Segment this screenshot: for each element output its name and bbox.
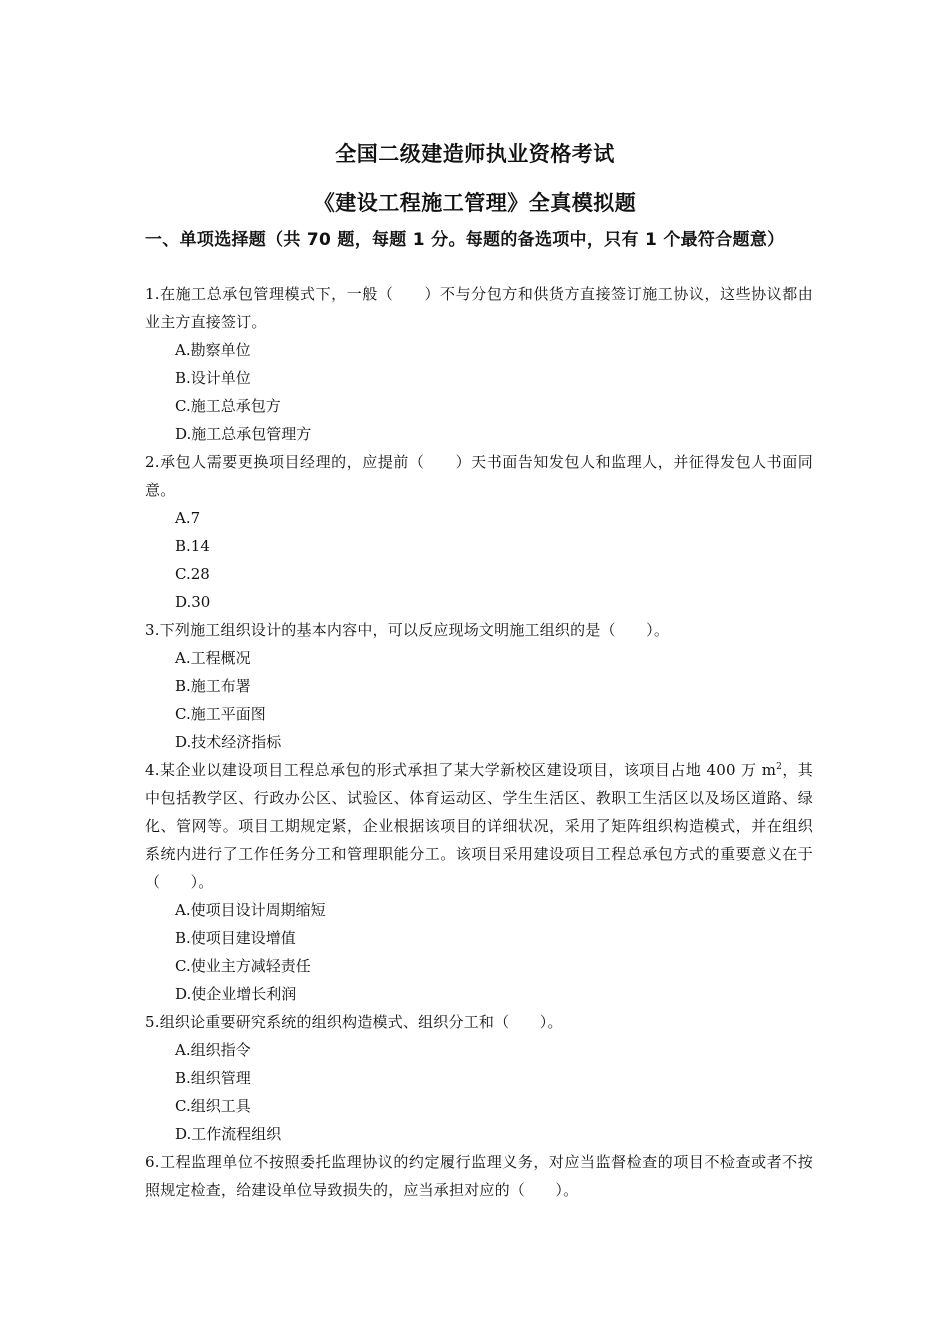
question-1 bbox=[145, 280, 813, 448]
question-stem: 2.承包人需要更换项目经理的，应提前（ ）天书面告知发包人和监理人，并征得发包人书面同意。 bbox=[145, 453, 813, 499]
option-c: C.使业主方减轻责任 bbox=[175, 957, 311, 975]
option-c: C.28 bbox=[175, 565, 210, 583]
question-stem-part: ，其中包括教学区、行政办公区、试验区、体育运动区、学生生活区、教职工生活区以及场区道路、绿化、管网等。项目工期规定紧，企业根据该项目的详细状况，采用了矩阵组织构造模式，并在组织系统内进行了工作任务分工和管理职能分工。该项目采用建设项目工程总承包方式的重要意义在于（ ）。 bbox=[145, 761, 813, 891]
option-a: A.7 bbox=[175, 509, 201, 527]
question-4 bbox=[145, 756, 813, 1008]
option-c: C.施工平面图 bbox=[175, 705, 266, 723]
document-subtitle: 《建设工程施工管理》全真模拟题 bbox=[313, 191, 637, 215]
option-a: A.使项目设计周期缩短 bbox=[175, 901, 326, 919]
option-b: B.组织管理 bbox=[175, 1069, 251, 1087]
section-heading: 一、单项选择题（共 70 题，每题 1 分。每题的备选项中，只有 1 个最符合题意） bbox=[145, 230, 785, 250]
option-b: B.设计单位 bbox=[175, 369, 251, 387]
option-d: D.技术经济指标 bbox=[175, 733, 282, 751]
question-stem: 6.工程监理单位不按照委托监理协议的约定履行监理义务，对应当监督检查的项目不检查或者不按照规定检查，给建设单位导致损失的，应当承担对应的（ ）。 bbox=[145, 1153, 813, 1199]
question-6 bbox=[145, 1148, 813, 1204]
document-title: 全国二级建造师执业资格考试 bbox=[335, 142, 615, 166]
question-2 bbox=[145, 448, 813, 616]
question-stem bbox=[145, 756, 813, 896]
question-stem-part: 4.某企业以建设项目工程总承包的形式承担了某大学新校区建设项目，该项目占地 400 万 m bbox=[145, 761, 777, 779]
question-5 bbox=[145, 1008, 813, 1148]
option-a: A.组织指令 bbox=[175, 1041, 251, 1059]
option-a: A.勘察单位 bbox=[175, 341, 251, 359]
option-d: D.工作流程组织 bbox=[175, 1125, 282, 1143]
option-d: D.30 bbox=[175, 593, 211, 611]
option-b: B.施工布署 bbox=[175, 677, 251, 695]
question-stem: 5.组织论重要研究系统的组织构造模式、组织分工和（ ）。 bbox=[145, 1013, 563, 1031]
question-list bbox=[145, 280, 813, 1204]
question-stem: 1.在施工总承包管理模式下，一般（ ）不与分包方和供货方直接签订施工协议，这些协议都由业主方直接签订。 bbox=[145, 285, 813, 331]
option-b: B.使项目建设增值 bbox=[175, 929, 296, 947]
option-a: A.工程概况 bbox=[175, 649, 251, 667]
option-d: D.使企业增长利润 bbox=[175, 985, 297, 1003]
option-c: C.施工总承包方 bbox=[175, 397, 281, 415]
option-b: B.14 bbox=[175, 537, 210, 555]
option-d: D.施工总承包管理方 bbox=[175, 425, 312, 443]
question-3 bbox=[145, 616, 813, 756]
question-stem: 3.下列施工组织设计的基本内容中，可以反应现场文明施工组织的是（ ）。 bbox=[145, 621, 670, 639]
superscript-exponent: 2 bbox=[776, 762, 783, 772]
option-c: C.组织工具 bbox=[175, 1097, 251, 1115]
